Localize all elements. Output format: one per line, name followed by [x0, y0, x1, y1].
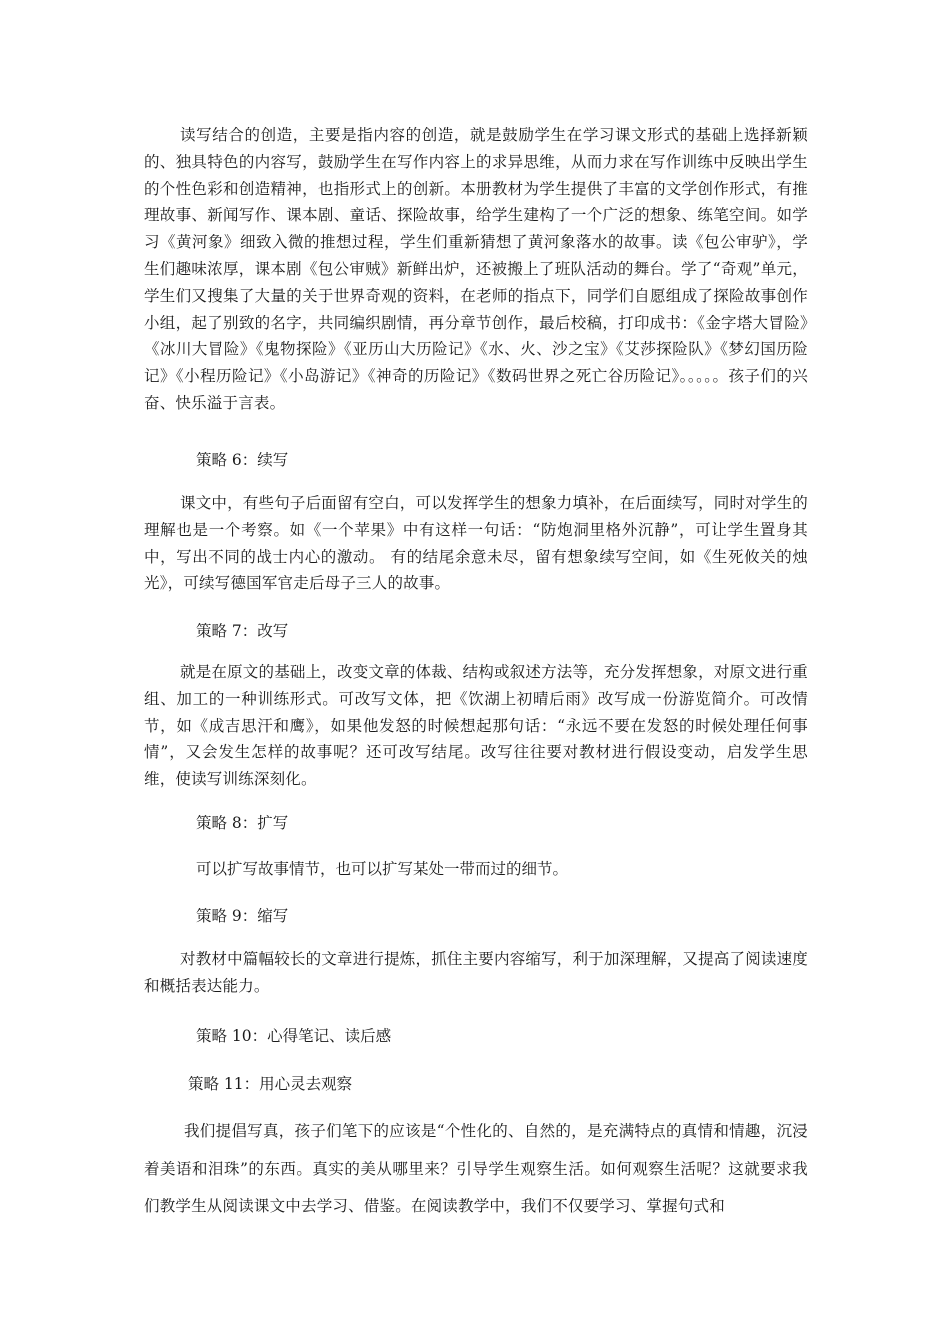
heading-strategy-7: 策略 7：改写 — [196, 622, 289, 640]
heading-strategy-8: 策略 8：扩写 — [196, 814, 289, 832]
paragraph-strategy-6: 课文中，有些句子后面留有空白，可以发挥学生的想象力填补，在后面续写，同时对学生的理解也是一个考察。如《一个苹果》中有这样一句话：“防炮洞里格外沉静”，可让学生置身其中，写出不同的战士内心的激动。 有的结尾余意未尽，留有想象续写空间，如《生死攸关的烛光》，可续写德国军官走后母子三人的故事。 — [144, 494, 809, 593]
heading-strategy-11: 策略 11：用心灵去观察 — [188, 1075, 353, 1093]
heading-strategy-9: 策略 9：缩写 — [196, 907, 289, 925]
paragraph-strategy-9: 对教材中篇幅较长的文章进行提炼，抓住主要内容缩写，利于加深理解，又提高了阅读速度和概括表达能力。 — [144, 950, 809, 995]
heading-strategy-6: 策略 6：续写 — [196, 451, 289, 469]
paragraph-strategy-11: 我们提倡写真，孩子们笔下的应该是“个性化的、自然的，是充满特点的真情和情趣，沉浸着美语和泪珠”的东西。真实的美从哪里来？引导学生观察生活。如何观察生活呢？这就要求我们教学生从阅读课文中去学习、借鉴。在阅读教学中，我们不仅要学习、掌握句式和 — [144, 1122, 808, 1215]
heading-strategy-10: 策略 10：心得笔记、读后感 — [196, 1027, 392, 1045]
paragraph-strategy-8: 可以扩写故事情节，也可以扩写某处一带而过的细节。 — [196, 860, 569, 878]
paragraph-strategy-7: 就是在原文的基础上，改变文章的体裁、结构或叙述方法等，充分发挥想象，对原文进行重组、加工的一种训练形式。可改写文体，把《饮湖上初晴后雨》改写成一份游览简介。可改情节，如《成吉思汗和鹰》，如果他发怒的时候想起那句话：“永远不要在发怒的时候处理任何事情”，又会发生怎样的故事呢？还可改写结尾。改写往往要对教材进行假设变动，启发学生思维，使读写训练深刻化。 — [144, 663, 809, 789]
paragraph-creative-reading-writing: 读写结合的创造，主要是指内容的创造，就是鼓励学生在学习课文形式的基础上选择新颖的、独具特色的内容写，鼓励学生在写作内容上的求异思维，从而力求在写作训练中反映出学生的个性色彩和创造精神，也指形式上的创新。本册教材为学生提供了丰富的文学创作形式，有推理故事、新闻写作、课本剧、童话、探险故事，给学生建构了一个广泛的想象、练笔空间。如学习《黄河象》细致入微的推想过程，学生们重新猜想了黄河象落水的故事。读《包公审驴》，学生们趣味浓厚，课本剧《包公审贼》新鲜出炉，还被搬上了班队活动的舞台。学了“奇观”单元，学生们又搜集了大量的关于世界奇观的资料，在老师的指点下，同学们自愿组成了探险故事创作小组，起了别致的名字，共同编织剧情，再分章节创作，最后校稿，打印成书：《金字塔大冒险》《冰川大冒险》《鬼物探险》《亚历山大历险记》《水、火、沙之宝》《艾莎探险队》《梦幻国历险记》《小程历险记》《小岛游记》《神奇的历险记》《数码世界之死亡谷历险记》。。。。。孩子们的兴奋、快乐溢于言表。 — [144, 126, 808, 412]
